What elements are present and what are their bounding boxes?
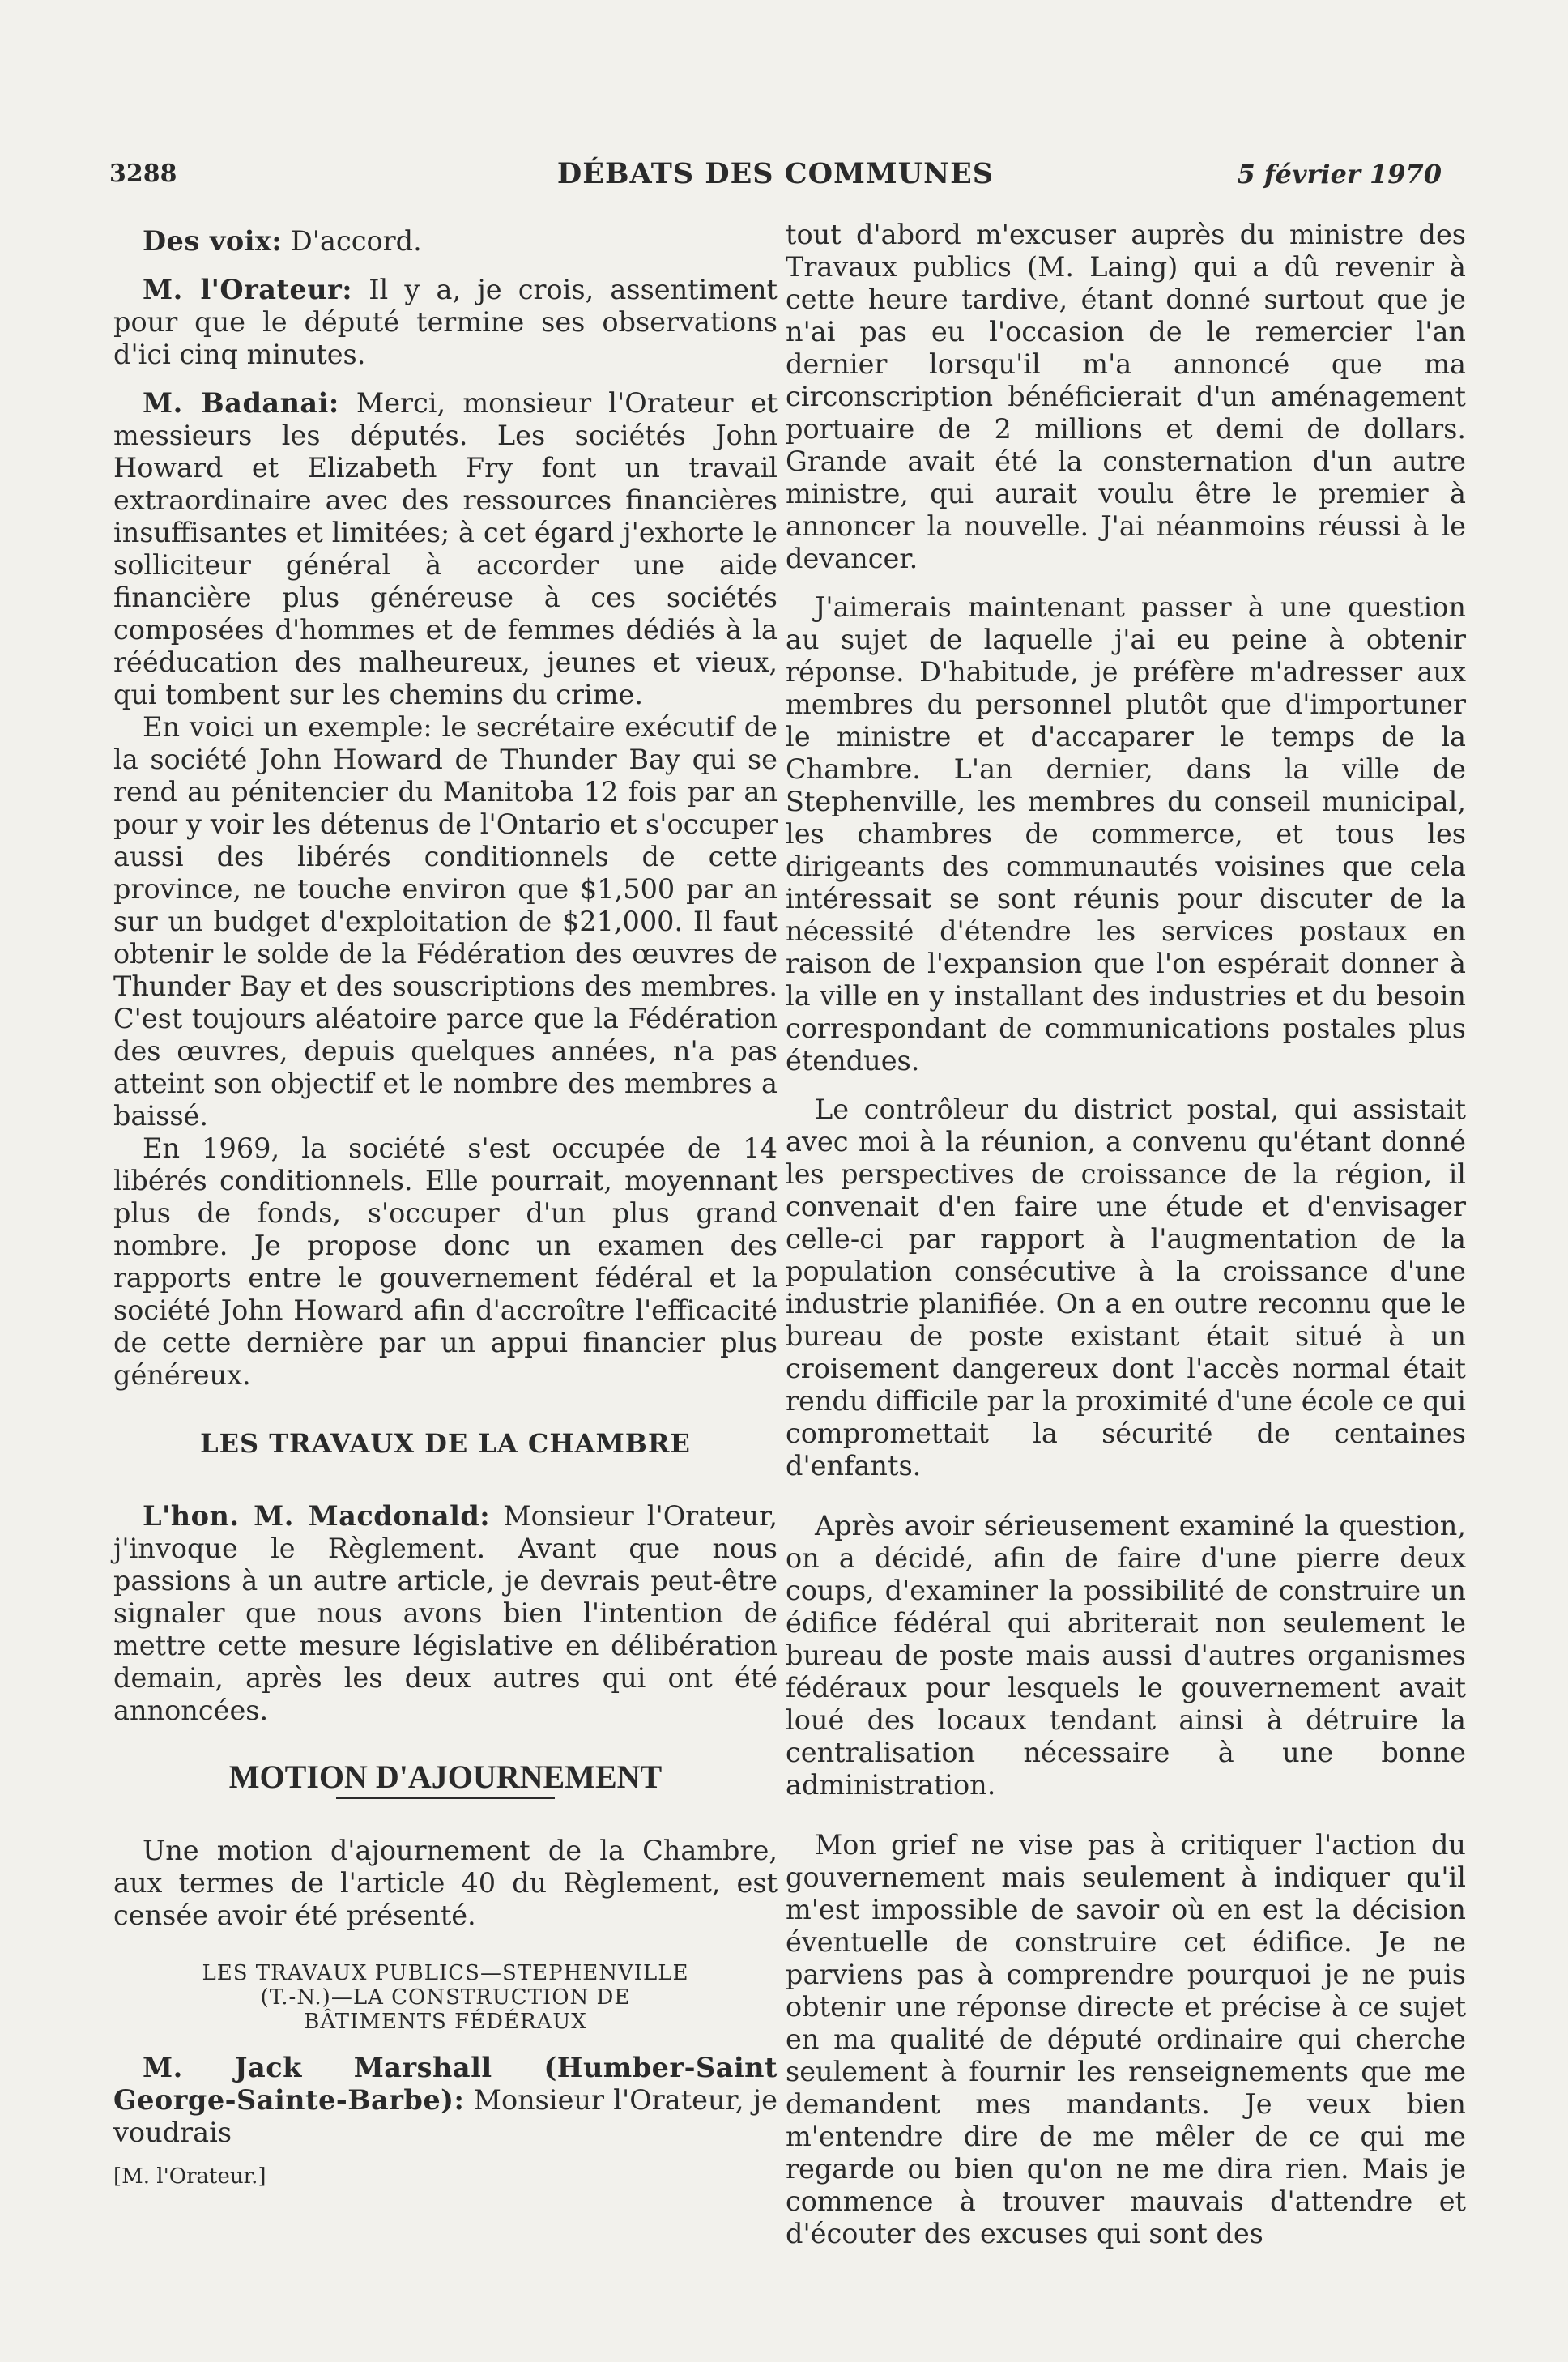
paragraph-marshall <box>113 2052 778 2149</box>
paragraph-macdonald <box>113 1500 778 1727</box>
paragraph-1969: En 1969, la société s'est occupée de 14 libérés conditionnels. Elle pourrait, moyennant plus de fonds, s'occuper d'un plus grand nombre. Je propose donc un examen des rapports entre le gouvernement fédéral et la société John Howard afin d'accroître l'efficacité de cette dernière par un appui financier plus généreux. <box>113 1132 778 1391</box>
text-marshall: Monsieur l'Orateur, je voudrais <box>113 2084 778 2148</box>
speaker-marshall: M. Jack Marshall (Humber-Saint George-Sainte-Barbe): <box>113 2052 778 2116</box>
page-number: 3288 <box>109 160 177 188</box>
right-column <box>786 219 1466 2250</box>
paragraph-badanai <box>113 387 778 711</box>
page-header <box>109 154 1442 194</box>
paragraph-motion: Une motion d'ajournement de la Chambre, aux termes de l'article 40 du Règlement, est censée avoir été présenté. <box>113 1835 778 1931</box>
speaker-badanai: M. Badanai: <box>143 387 339 419</box>
speaker-macdonald: L'hon. M. Macdonald: <box>143 1500 491 1532</box>
paragraph-orateur <box>113 274 778 371</box>
subsection-title <box>113 1961 778 2034</box>
paragraph-examen: Après avoir sérieusement examiné la question, on a décidé, afin de faire d'une pierre deux coups, d'examiner la possibilité de construire un édifice fédéral qui abriterait non seulement le bureau de poste mais aussi d'autres organismes fédéraux pour lesquels le gouvernement avait loué des locaux tendant ainsi à détruire la centralisation nécessaire à une bonne administration. <box>786 1510 1466 1801</box>
paragraph-grief: Mon grief ne vise pas à critiquer l'action du gouvernement mais seulement à indiquer qu'il m'est impossible de savoir où en est la décision éventuelle de construire cet édifice. Je ne parviens pas à comprendre pourquoi je ne puis obtenir une réponse directe et précise à ce sujet en ma qualité de député ordinaire qui cherche seulement à fournir les renseignements que me demandent mes mandants. Je veux bien m'entendre dire de me mêler de ce qui me regarde ou bien qu'on ne me dira rien. Mais je commence à trouver mauvais d'attendre et d'écouter des excuses qui sont des <box>786 1829 1466 2249</box>
subsection-title-line-1: LES TRAVAUX PUBLICS—STEPHENVILLE <box>202 1961 689 1985</box>
paragraph-exemple: En voici un exemple: le secrétaire exécutif de la société John Howard de Thunder Bay qui se rend au pénitencier du Manitoba 12 fois par an pour y voir les détenus de l'Ontario et s'occuper aussi des libérés conditionnels de cette province, ne touche environ que $1,500 par an sur un budget d'exploitation de $21,000. Il faut obtenir le solde de la Fédération des œuvres de Thunder Bay et des souscriptions des membres. C'est toujours aléatoire parce que la Fédération des œuvres, depuis quelques années, n'a pas atteint son objectif et le nombre des membres a baissé. <box>113 711 778 1132</box>
speaker-orateur: M. l'Orateur: <box>143 274 353 305</box>
paragraph-des-voix <box>113 225 778 258</box>
subsection-title-line-2: (T.-N.)—LA CONSTRUCTION DE <box>260 1985 631 2010</box>
paragraph-question: J'aimerais maintenant passer à une question au sujet de laquelle j'ai eu peine à obtenir réponse. D'habitude, je préfère m'adresser aux membres du personnel plutôt que d'importuner le ministre et d'accaparer le temps de la Chambre. L'an dernier, dans la ville de Stephenville, les membres du conseil municipal, les chambres de commerce, et tous les dirigeants des communautés voisines que cela intéressait se sont réunis pour discuter de la nécessité d'étendre les services postaux en raison de l'expansion que l'on espérait donner à la ville en y installant des industries et du besoin correspondant de communications postales plus étendues. <box>786 591 1466 1077</box>
motion-title: MOTION D'AJOURNEMENT <box>228 1759 663 1795</box>
title-divider <box>336 1797 555 1799</box>
text-badanai: Merci, monsieur l'Orateur et messieurs les députés. Les sociétés John Howard et Elizabeth Fry font un travail extraordinaire avec des ressources financières insuffisantes et limitées; à cet égard j'exhorte le solliciteur général à accorder une aide financière plus généreuse à ces sociétés composées d'hommes et de femmes dédiés à la rééducation des malheureux, jeunes et vieux, qui tombent sur les chemins du crime. <box>113 387 778 710</box>
paragraph-excuser: tout d'abord m'excuser auprès du ministre des Travaux publics (M. Laing) qui a dû revenir à cette heure tardive, étant donné surtout que je n'ai pas eu l'occasion de le remercier l'an dernier lorsqu'il m'a annoncé que ma circonscription bénéficierait d'un aménagement portuaire de 2 millions et demi de dollars. Grande avait été la consternation d'un autre ministre, qui aurait voulu être le premier à annoncer la nouvelle. J'ai néanmoins réussi à le devancer. <box>786 219 1466 574</box>
page-title: DÉBATS DES COMMUNES <box>556 157 995 190</box>
paragraph-controleur: Le contrôleur du district postal, qui assistait avec moi à la réunion, a convenu qu'étant donné les perspectives de croissance de la région, il convenait d'en faire une étude et d'envisager celle-ci par rapport à l'augmentation de la population consécutive à la croissance d'une industrie planifiée. On a en outre reconnu que le bureau de poste existant était situé à un croisement dangereux dont l'accès normal était rendu difficile par la proximité d'une école ce qui compromettait la sécurité de centaines d'enfants. <box>786 1094 1466 1482</box>
left-column <box>113 225 778 2193</box>
footnote: [M. l'Orateur.] <box>113 2164 266 2189</box>
speaker-des-voix: Des voix: <box>143 225 283 257</box>
section-title-travaux: LES TRAVAUX DE LA CHAMBRE <box>200 1428 691 1459</box>
page-date: 5 février 1970 <box>1237 159 1442 190</box>
text-macdonald: Monsieur l'Orateur, j'invoque le Règlement. Avant que nous passions à un autre article, je devrais peut-être signaler que nous avons bien l'intention de mettre cette mesure législative en délibération demain, après les deux autres qui ont été annoncées. <box>113 1500 778 1726</box>
text-des-voix: D'accord. <box>282 225 422 257</box>
subsection-title-line-3: BÂTIMENTS FÉDÉRAUX <box>304 2010 587 2034</box>
text-orateur: Il y a, je crois, assentiment pour que le député termine ses observations d'ici cinq minutes. <box>113 274 778 370</box>
